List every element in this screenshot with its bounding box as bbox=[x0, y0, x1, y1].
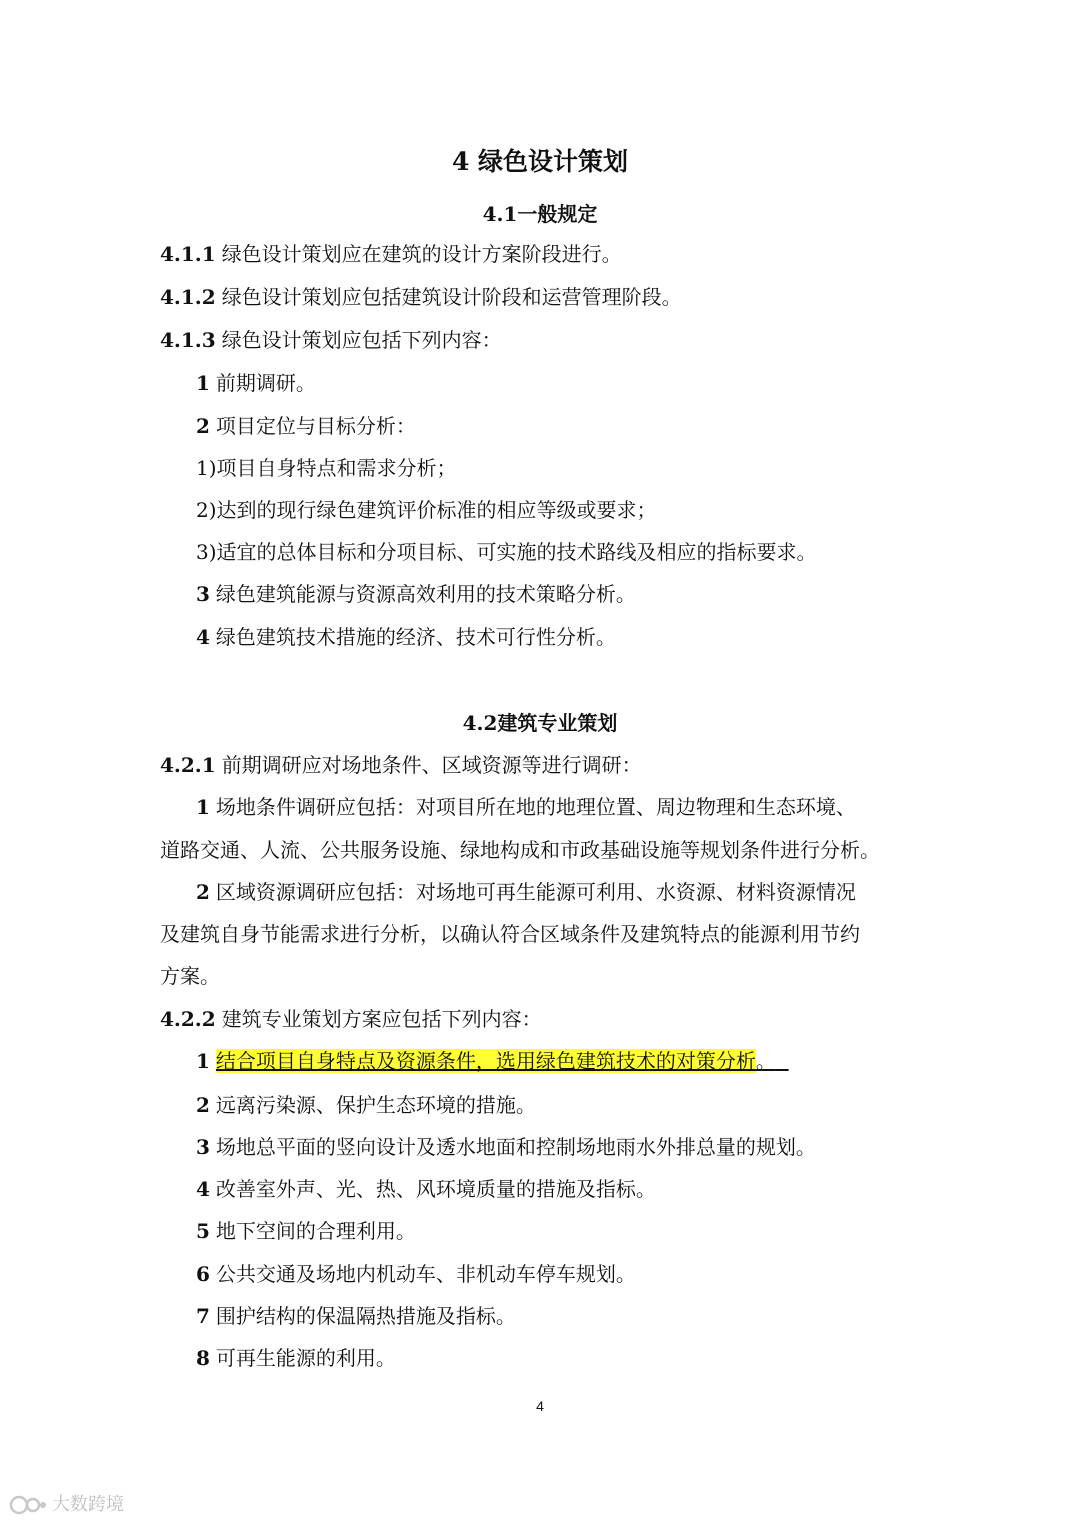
clause-4-1-3: 4.1.3 绿色设计策划应包括下列内容： bbox=[160, 328, 502, 352]
list-item: 6 公共交通及场地内机动车、非机动车停车规划。 bbox=[196, 1262, 636, 1286]
list-item: 1 场地条件调研应包括：对项目所在地的地理位置、周边物理和生态环境、 bbox=[196, 795, 856, 819]
sub-list-item: 2)达到的现行绿色建筑评价标准的相应等级或要求； bbox=[196, 498, 657, 522]
clause-4-2-2: 4.2.2 建筑专业策划方案应包括下列内容： bbox=[160, 1007, 542, 1031]
list-item: 4 改善室外声、光、热、风环境质量的措施及指标。 bbox=[196, 1177, 656, 1201]
section-title-4-1: 4.1一般规定 bbox=[482, 202, 598, 226]
page-number: 4 bbox=[536, 1398, 544, 1414]
sub-list-item: 1)项目自身特点和需求分析； bbox=[196, 456, 457, 480]
highlighted-list-item: 1 结合项目自身特点及资源条件，选用绿色建筑技术的对策分析。 bbox=[196, 1049, 776, 1073]
list-item: 7 围护结构的保温隔热措施及指标。 bbox=[196, 1304, 516, 1328]
clause-4-1-2: 4.1.2 绿色设计策划应包括建筑设计阶段和运营管理阶段。 bbox=[160, 285, 682, 309]
list-item: 8 可再生能源的利用。 bbox=[196, 1346, 396, 1370]
list-item: 4 绿色建筑技术措施的经济、技术可行性分析。 bbox=[196, 625, 616, 649]
watermark-text: 大数跨境 bbox=[52, 1494, 124, 1515]
chapter-title: 4 绿色设计策划 bbox=[451, 147, 629, 176]
continuation-line: 及建筑自身节能需求进行分析，以确认符合区域条件及建筑特点的能源利用节约 bbox=[160, 922, 860, 946]
list-item: 2 区域资源调研应包括：对场地可再生能源可利用、水资源、材料资源情况 bbox=[196, 880, 856, 904]
clause-4-2-1: 4.2.1 前期调研应对场地条件、区域资源等进行调研： bbox=[160, 753, 642, 777]
continuation-line: 方案。 bbox=[160, 964, 220, 988]
list-item: 3 绿色建筑能源与资源高效利用的技术策略分析。 bbox=[196, 582, 636, 606]
list-item: 3 场地总平面的竖向设计及透水地面和控制场地雨水外排总量的规划。 bbox=[196, 1135, 816, 1159]
list-item: 2 项目定位与目标分析： bbox=[196, 414, 416, 438]
section-title-4-2: 4.2建筑专业策划 bbox=[462, 711, 618, 735]
watermark bbox=[8, 1490, 124, 1517]
sub-list-item: 3)适宜的总体目标和分项目标、可实施的技术路线及相应的指标要求。 bbox=[196, 540, 817, 564]
list-item: 2 远离污染源、保护生态环境的措施。 bbox=[196, 1093, 536, 1117]
watermark-logo-icon bbox=[8, 1493, 48, 1517]
continuation-line: 道路交通、人流、公共服务设施、绿地构成和市政基础设施等规划条件进行分析。 bbox=[160, 838, 880, 862]
highlighted-text: 结合项目自身特点及资源条件，选用绿色建筑技术的对策分析 bbox=[215, 1049, 756, 1073]
clause-4-1-1: 4.1.1 绿色设计策划应在建筑的设计方案阶段进行。 bbox=[160, 242, 622, 266]
list-item: 1 前期调研。 bbox=[196, 371, 316, 395]
list-item: 5 地下空间的合理利用。 bbox=[196, 1219, 416, 1243]
